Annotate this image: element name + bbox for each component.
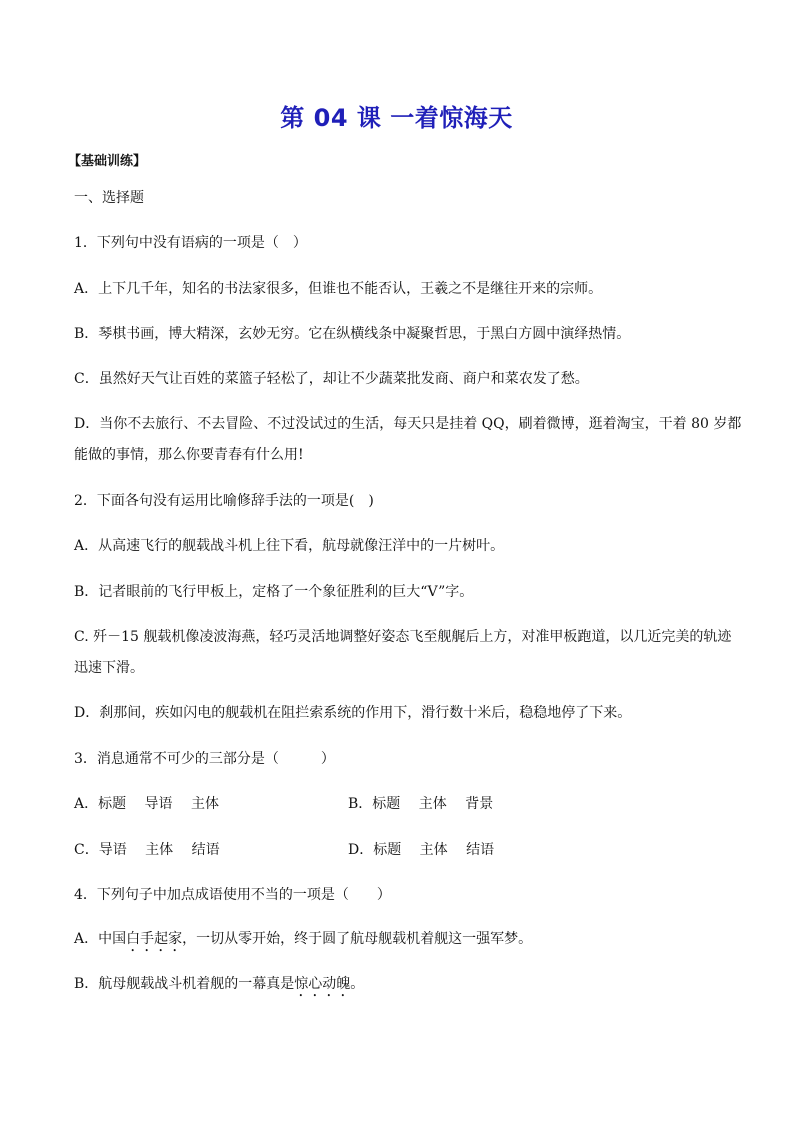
q1-option-b: B．琴棋书画，博大精深，玄妙无穷。它在纵横线条中凝聚哲思，于黑白方圆中演绎热情。 <box>74 326 631 342</box>
q3-option-a: A．标题 导语 主体 <box>74 796 220 812</box>
page-title: 第 04 课 一着惊海天 <box>280 104 513 132</box>
q4-option-a-post: ，一切从零开始，终于圆了航母舰载机着舰这一强军梦。 <box>182 931 533 947</box>
q3-option-b: B．标题 主体 背景 <box>348 796 494 812</box>
q2-option-c-line1: C. 歼－15 舰载机像凌波海燕，轻巧灵活地调整好姿态飞至舰艉后上方，对准甲板跑道，以几近完美的轨迹 <box>74 629 732 645</box>
q4-option-b <box>74 974 724 1000</box>
q3-option-c: C．导语 主体 结语 <box>74 842 220 858</box>
q4-option-b-pre: B．航母舰载战斗机着舰的一幕真是 <box>74 976 295 992</box>
q4-option-a-dotted-idiom: 白手起家 <box>126 931 183 947</box>
q1-option-a: A．上下几千年，知名的书法家很多，但谁也不能否认，王羲之不是继往开来的宗师。 <box>74 281 603 297</box>
q1-option-d-line1: D．当你不去旅行、不去冒险、不过没试过的生活，每天只是挂着 QQ，刷着微博，逛着淘宝，干着 80 岁都 <box>74 416 742 432</box>
q4-stem: 4．下列句子中加点成语使用不当的一项是（ ） <box>74 887 391 903</box>
q3-option-d: D．标题 主体 结语 <box>348 842 495 858</box>
q2-option-d: D．刹那间，疾如闪电的舰载机在阻拦索系统的作用下，滑行数十米后，稳稳地停了下来。 <box>74 705 632 721</box>
q4-option-b-dotted-idiom: 惊心动魄 <box>294 976 351 992</box>
q1-option-c: C．虽然好天气让百姓的菜篮子轻松了，却让不少蔬菜批发商、商户和菜农发了愁。 <box>74 371 589 387</box>
q4-option-a-pre: A．中国 <box>74 931 127 947</box>
q4-option-b-post: 。 <box>350 976 365 992</box>
section-heading: 【基础训练】 <box>68 154 147 169</box>
part-heading: 一、选择题 <box>74 190 144 206</box>
q4-option-a <box>74 929 724 955</box>
q1-stem: 1．下列句中没有语病的一项是（ ） <box>74 235 307 251</box>
q2-option-a: A．从高速飞行的舰载战斗机上往下看，航母就像汪洋中的一片树叶。 <box>74 538 505 554</box>
q2-option-b: B．记者眼前的飞行甲板上，定格了一个象征胜利的巨大“V”字。 <box>74 584 474 600</box>
q2-option-c-line2: 迅速下滑。 <box>74 660 144 676</box>
q2-stem: 2．下面各句没有运用比喻修辞手法的一项是( ) <box>74 493 374 509</box>
q1-option-d-line2: 能做的事情，那么你要青春有什么用! <box>74 447 304 463</box>
q3-stem: 3．消息通常不可少的三部分是（ ） <box>74 751 335 767</box>
